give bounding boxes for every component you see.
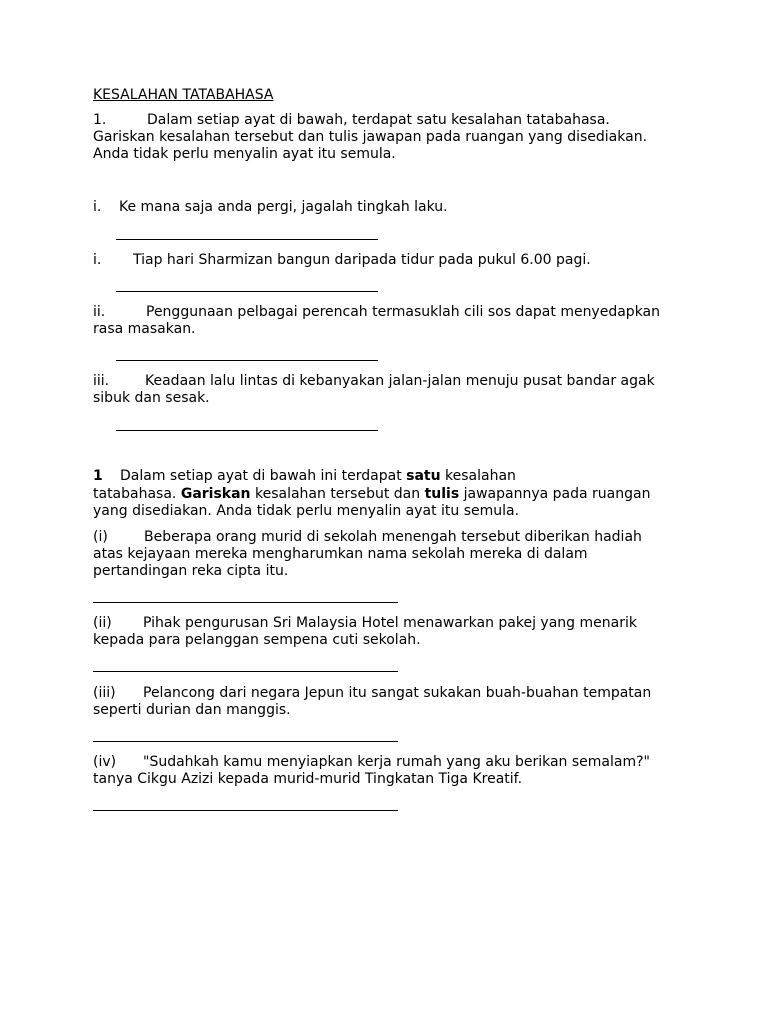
answer-line[interactable] xyxy=(116,430,378,431)
answer-line[interactable] xyxy=(116,360,378,361)
section1-number: 1. xyxy=(93,112,107,128)
question-label: iii. xyxy=(93,373,110,389)
question-text-continued: pertandingan reka cipta itu. xyxy=(93,563,289,579)
section2-instruction-line1: 1 Dalam setiap ayat di bawah ini terdapat satu kesalahan xyxy=(93,468,516,484)
answer-line[interactable] xyxy=(116,239,378,240)
question-label: i. xyxy=(93,199,102,215)
section1-instruction-line1: 1. Dalam setiap ayat di bawah, terdapat satu kesalahan tatabahasa. xyxy=(93,112,610,128)
question-text: Penggunaan pelbagai perencah termasuklah cili sos dapat menyedapkan xyxy=(146,304,661,320)
answer-line[interactable] xyxy=(93,741,398,742)
question-label: ii. xyxy=(93,304,106,320)
question-text: Pihak pengurusan Sri Malaysia Hotel menawarkan pakej yang menarik xyxy=(143,615,637,631)
question-text-continued: tanya Cikgu Azizi kepada murid-murid Tingkatan Tiga Kreatif. xyxy=(93,771,523,787)
question-text-continued: kepada para pelanggan sempena cuti sekolah. xyxy=(93,632,421,648)
section1-question-2 xyxy=(93,252,591,269)
question-text: "Sudahkah kamu menyiapkan kerja rumah yang aku berikan semalam?" xyxy=(143,754,650,770)
question-label: i. xyxy=(93,252,102,268)
question-label: (iii) xyxy=(93,685,116,701)
answer-line[interactable] xyxy=(93,810,398,811)
section2-question-2 xyxy=(93,615,637,632)
section2-question-3 xyxy=(93,685,651,702)
answer-line[interactable] xyxy=(116,291,378,292)
section1-instruction-line2: Gariskan kesalahan tersebut dan tulis jawapan pada ruangan yang disediakan. xyxy=(93,129,648,145)
question-text-continued: atas kejayaan mereka mengharumkan nama sekolah mereka di dalam xyxy=(93,546,588,562)
question-text-continued: seperti durian dan manggis. xyxy=(93,702,291,718)
section2-number: 1 xyxy=(93,468,103,484)
question-text: Pelancong dari negara Jepun itu sangat sukakan buah-buahan tempatan xyxy=(143,685,652,701)
section2-question-4 xyxy=(93,754,650,771)
question-text: Keadaan lalu lintas di kebanyakan jalan-jalan menuju pusat bandar agak xyxy=(145,373,655,389)
page-title: KESALAHAN TATABAHASA xyxy=(93,87,274,103)
question-text: Tiap hari Sharmizan bangun daripada tidur pada pukul 6.00 pagi. xyxy=(133,252,591,268)
section2-question-1 xyxy=(93,529,642,546)
section1-question-4 xyxy=(93,373,655,390)
question-text: Ke mana saja anda pergi, jagalah tingkah laku. xyxy=(119,199,448,215)
answer-line[interactable] xyxy=(93,602,398,603)
question-label: (iv) xyxy=(93,754,117,770)
section2-instruction-line3: yang disediakan. Anda tidak perlu menyalin ayat itu semula. xyxy=(93,503,520,519)
question-label: (ii) xyxy=(93,615,112,631)
question-text-continued: rasa masakan. xyxy=(93,321,196,337)
section1-question-3 xyxy=(93,304,660,321)
section1-question-1 xyxy=(93,199,448,216)
section2-instruction-line2: tatabahasa. Gariskan kesalahan tersebut dan tulis jawapannya pada ruangan xyxy=(93,486,651,502)
question-text-continued: sibuk dan sesak. xyxy=(93,390,210,406)
question-label: (i) xyxy=(93,529,108,545)
section1-instruction-line3: Anda tidak perlu menyalin ayat itu semula. xyxy=(93,146,396,162)
answer-line[interactable] xyxy=(93,671,398,672)
question-text: Beberapa orang murid di sekolah menengah tersebut diberikan hadiah xyxy=(144,529,642,545)
